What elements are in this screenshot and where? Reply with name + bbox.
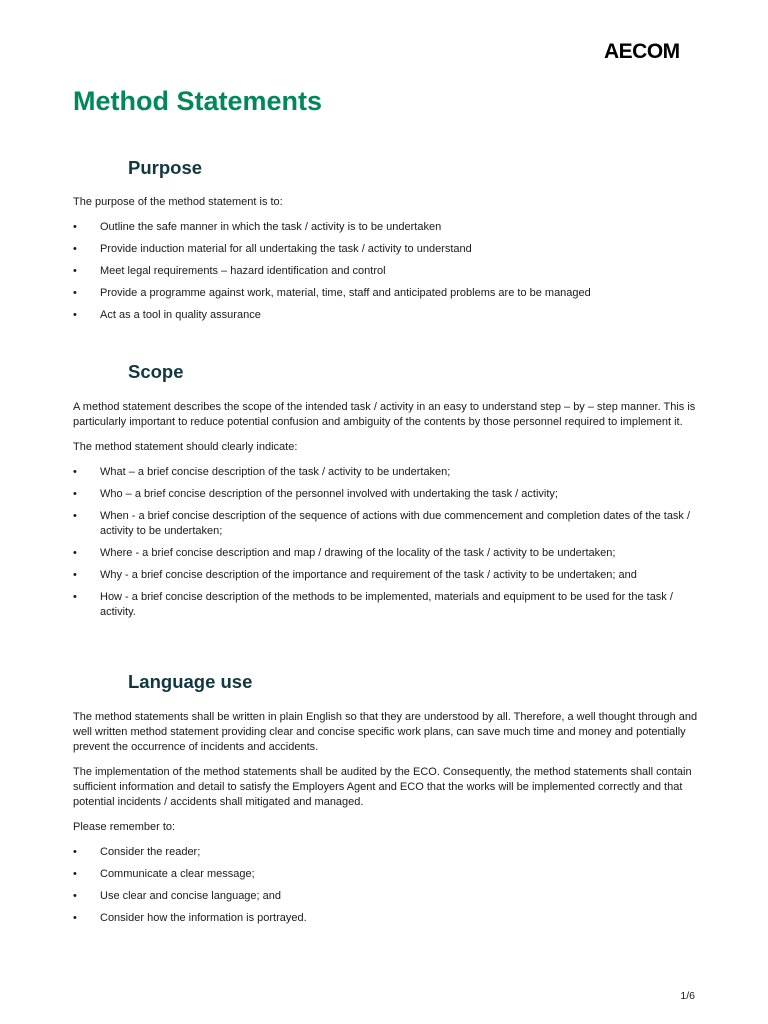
bullet-icon: •	[73, 868, 77, 880]
paragraph: Please remember to:	[73, 821, 176, 833]
bullet-icon: •	[73, 466, 77, 478]
page-number: 1/6	[680, 990, 695, 1002]
list-item: • Who – a brief concise description of the personnel involved with undertaking the task / activity;	[73, 488, 558, 500]
bullet-icon: •	[73, 890, 77, 902]
list-item: • When - a brief concise description of the sequence of actions with due commencement and completion dates of the task / activity to be undertaken;	[73, 510, 691, 537]
list-item: • Consider how the information is portrayed.	[73, 912, 307, 924]
page-title: Method Statements	[73, 86, 323, 116]
bullet-list	[73, 465, 698, 620]
aecom-logo: AECOM	[604, 40, 680, 63]
bullet-icon: •	[73, 309, 77, 321]
bullet-icon: •	[73, 591, 77, 603]
section-heading: Purpose	[128, 157, 203, 178]
section-scope	[73, 361, 698, 620]
bullet-icon: •	[73, 265, 77, 277]
paragraph: The implementation of the method statements shall be audited by the ECO. Consequently, the method statements shall contain sufficient information and detail to satisfy the Employers Agent and ECO that the works will be implemented correctly and that potential incidents / accidents shall mitigated and managed.	[73, 766, 692, 808]
list-item: • Provide induction material for all undertaking the task / activity to understand	[73, 243, 472, 255]
bullet-icon: •	[73, 547, 77, 559]
list-item: • Communicate a clear message;	[73, 868, 255, 880]
bullet-icon: •	[73, 488, 77, 500]
section-heading: Scope	[128, 361, 184, 382]
list-item: • How - a brief concise description of the methods to be implemented, materials and equipment to be used for the task / activity.	[73, 591, 673, 618]
list-item: • Meet legal requirements – hazard identification and control	[73, 265, 386, 277]
section-language-use	[73, 671, 698, 926]
bullet-icon: •	[73, 287, 77, 299]
paragraph: The method statements shall be written in plain English so that they are understood by all. Therefore, a well thought through and well written method statement providing clear and concise specific work plans, can save much time and money and potentially prevent the occurrence of incidents and accidents.	[73, 711, 698, 753]
bullet-icon: •	[73, 221, 77, 233]
list-item: • Use clear and concise language; and	[73, 890, 282, 902]
paragraph: The purpose of the method statement is to:	[73, 196, 283, 208]
list-item: • Act as a tool in quality assurance	[73, 309, 261, 321]
list-item: • Consider the reader;	[73, 846, 201, 858]
list-item: • Why - a brief concise description of the importance and requirement of the task / activity to be undertaken; and	[73, 569, 637, 581]
list-item: • Outline the safe manner in which the task / activity is to be undertaken	[73, 221, 442, 233]
paragraph: A method statement describes the scope of the intended task / activity in an easy to understand step – by – step manner. This is particularly important to reduce potential confusion and ambiguity of the contents by those personnel required to implement it.	[73, 401, 696, 428]
list-item: • What – a brief concise description of the task / activity to be undertaken;	[73, 466, 451, 478]
bullet-icon: •	[73, 569, 77, 581]
section-heading: Language use	[128, 671, 253, 692]
list-item: • Where - a brief concise description and map / drawing of the locality of the task / activity to be undertaken;	[73, 547, 616, 559]
section-purpose	[73, 157, 698, 323]
bullet-icon: •	[73, 510, 77, 522]
bullet-icon: •	[73, 846, 77, 858]
bullet-list	[73, 845, 698, 926]
bullet-list	[73, 220, 698, 323]
bullet-icon: •	[73, 243, 77, 255]
list-item: • Provide a programme against work, material, time, staff and anticipated problems are to be managed	[73, 287, 591, 299]
bullet-icon: •	[73, 912, 77, 924]
paragraph: The method statement should clearly indicate:	[73, 441, 298, 453]
